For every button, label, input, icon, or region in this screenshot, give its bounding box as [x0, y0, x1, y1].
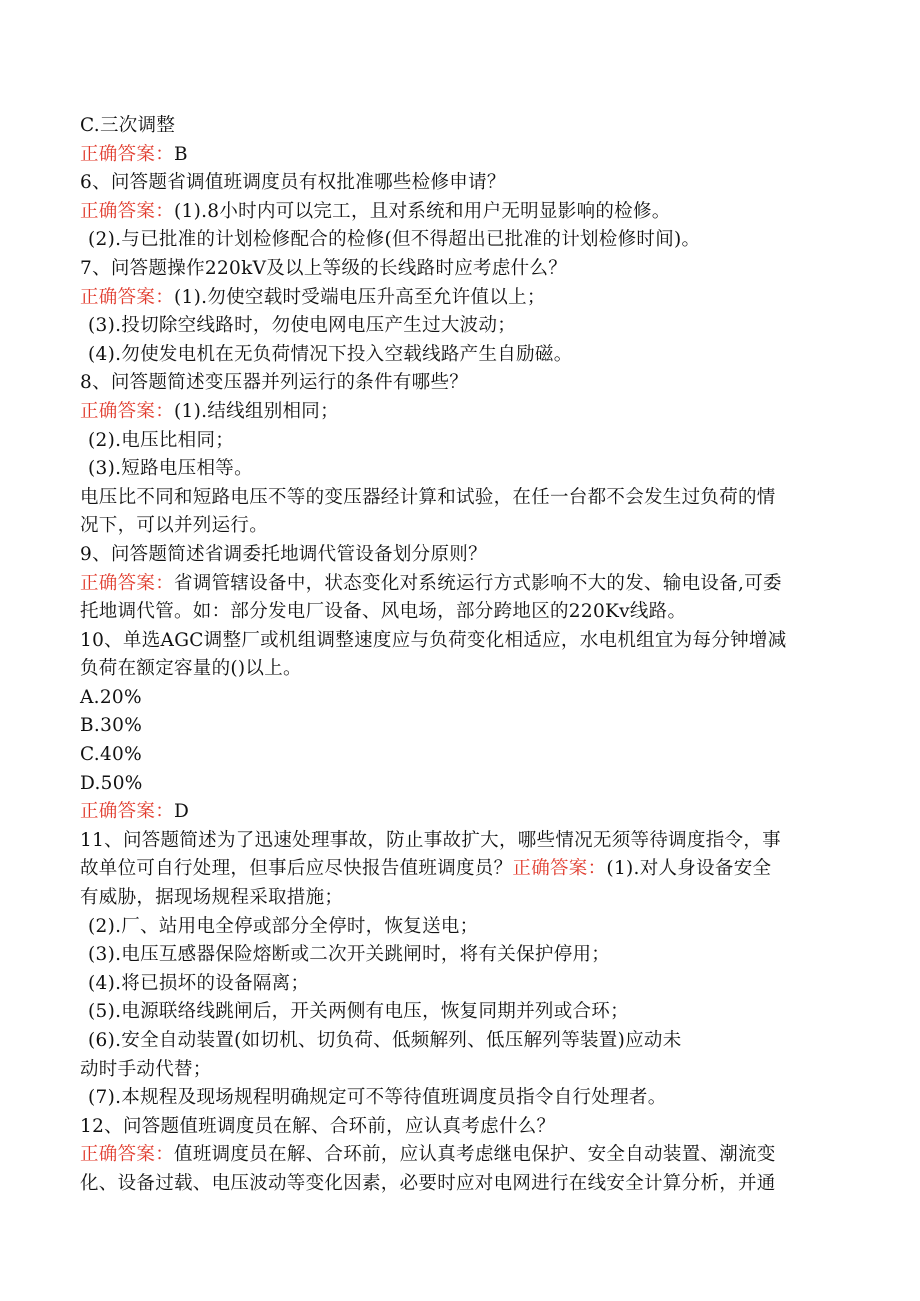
- answer-line: 正确答案：(1).勿使空载时受端电压升高至允许值以上；: [80, 286, 546, 308]
- answer-label: 正确答案：: [80, 572, 175, 594]
- answer-line: 正确答案：省调管辖设备中，状态变化对系统运行方式影响不大的发、输电设备,可委: [80, 572, 782, 594]
- answer-item: (6).安全自动装置(如切机、切负荷、低频解列、低压解列等装置)应动未: [88, 1030, 682, 1051]
- option-line: D.50%: [80, 772, 143, 794]
- option-line: C.40%: [80, 744, 142, 766]
- option-line: A.20%: [80, 686, 142, 708]
- answer-label: 正确答案：: [512, 858, 607, 880]
- option-line: C.三次调整: [80, 115, 176, 136]
- answer-item: (4).勿使发电机在无负荷情况下投入空载线路产生自励磁。: [88, 343, 573, 365]
- question-line: 故单位可自行处理，但事后应尽快报告值班调度员？正确答案：(1).对人身设备安全: [80, 858, 772, 880]
- paragraph-line: 托地调代管。如：部分发电厂设备、风电场，部分跨地区的220Kv线路。: [80, 601, 687, 623]
- paragraph-line: 负荷在额定容量的()以上。: [80, 658, 302, 680]
- question-line: 9、问答题简述省调委托地调代管设备划分原则？: [80, 543, 487, 565]
- answer-label: 正确答案：: [80, 1144, 175, 1166]
- document-page: [80, 112, 840, 1199]
- answer-label: 正确答案：: [80, 400, 175, 422]
- paragraph-line: 有威胁，据现场规程采取措施；: [80, 887, 344, 909]
- answer-label: 正确答案：: [80, 286, 175, 308]
- answer-item: (3).电压互感器保险熔断或二次开关跳闸时，将有关保护停用；: [88, 944, 611, 966]
- question-line: 12、问答题值班调度员在解、合环前，应认真考虑什么？: [80, 1115, 556, 1137]
- answer-item: (3).投切除空线路时，勿使电网电压产生过大波动；: [88, 315, 517, 337]
- answer-label: 正确答案：: [80, 801, 175, 823]
- answer-item: (2).与已批准的计划检修配合的检修(但不得超出已批准的计划检修时间)。: [88, 229, 701, 251]
- question-line: 7、问答题操作220kV及以上等级的长线路时应考虑什么？: [80, 257, 568, 279]
- option-line: B.30%: [80, 715, 143, 737]
- answer-item: (2).厂、站用电全停或部分全停时，恢复送电；: [88, 915, 479, 937]
- answer-item: (7).本规程及现场规程明确规定可不等待值班调度员指令自行处理者。: [88, 1087, 667, 1109]
- answer-line: 正确答案：值班调度员在解、合环前，应认真考虑继电保护、安全自动装置、潮流变: [80, 1144, 776, 1166]
- answer-label: 正确答案：: [80, 200, 175, 222]
- answer-item: (3).短路电压相等。: [88, 458, 253, 480]
- answer-line: 正确答案：D: [80, 801, 190, 823]
- paragraph-line: 电压比不同和短路电压不等的变压器经计算和试验，在任一台都不会发生过负荷的情: [80, 486, 776, 508]
- answer-label: 正确答案：: [80, 143, 175, 165]
- answer-item: (2).电压比相同；: [88, 429, 235, 451]
- question-line: 11、问答题简述为了迅速处理事故，防止事故扩大，哪些情况无须等待调度指令，事: [80, 829, 781, 851]
- question-line: 6、问答题省调值班调度员有权批准哪些检修申请？: [80, 172, 506, 194]
- answer-item: (4).将已损坏的设备隔离；: [88, 972, 310, 994]
- question-line: 8、问答题简述变压器并列运行的条件有哪些？: [80, 372, 469, 394]
- answer-line: 正确答案：(1).结线组别相同；: [80, 400, 339, 422]
- paragraph-line: 动时手动代替；: [80, 1058, 212, 1080]
- answer-item: (5).电源联络线跳闸后，开关两侧有电压，恢复同期并列或合环；: [88, 1001, 629, 1023]
- paragraph-line: 化、设备过载、电压波动等变化因素，必要时应对电网进行在线安全计算分析，并通: [80, 1172, 776, 1194]
- answer-line: 正确答案：B: [80, 143, 188, 165]
- question-line: 10、单选AGC调整厂或机组调整速度应与负荷变化相适应，水电机组宜为每分钟增减: [80, 629, 787, 651]
- paragraph-line: 况下，可以并列运行。: [80, 515, 269, 537]
- answer-line: 正确答案：(1).8小时内可以完工，且对系统和用户无明显影响的检修。: [80, 200, 671, 222]
